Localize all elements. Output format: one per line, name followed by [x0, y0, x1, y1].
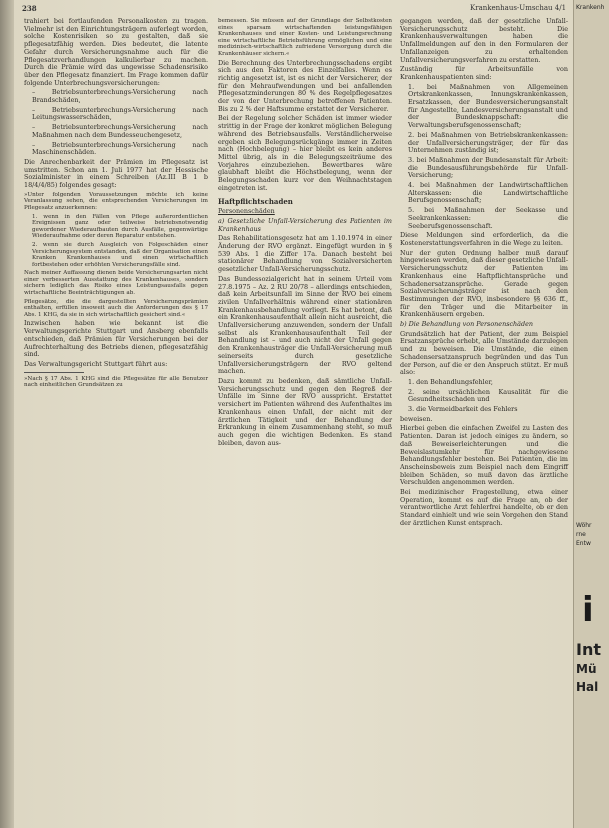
paragraph: Das Verwaltungsgericht Stuttgart führt aus: — [24, 359, 168, 368]
quote-list-item: 2. wenn sie durch Ausgleich von Folgeschäden einer Versicherungssystem entstanden, daß der Organisation einen Kranken Krankenhauses und einen wirtschaftlich fortbestehen oder erhöhten Versicherungsfälle sind. — [32, 241, 208, 268]
adjacent-page-edge — [573, 0, 609, 828]
list-item: 3. die Vermeidbarkeit des Fehlers — [408, 405, 518, 414]
paragraph: Das Rehabilitationsgesetz hat am 1.10.1974 in einer Änderung der RVO ergänzt. Eingefügt wurden in § 539 Abs. 1 die Ziffer 17a. Danach besteht bei stationärer Behandlung von Sozialversicherten gesetzlicher Unfall-Versicherungsschutz. — [218, 234, 392, 274]
subsection-heading: a) Gesetzliche Unfall-Versicherung des Patienten im Krankenhaus — [218, 216, 392, 233]
paragraph: Bei der Regelung solcher Schäden ist immer wieder strittig in der Frage der konkret möglichen Belegung während des Betriebsausfalls. Verständlicherweise ergeben sich Belegungsrückgänge immer in Zeiten nach (Hochbelegung) – hier bleibt es kein anderes Mittel übrig, als in die Belegungszeiträume des Vorjahres einzubeziehen. Bewertbares wäre glaubhaft bleibt die Höchstbelegung, wenn der Belegungsschaden kurz vor den Weihnachtstagen eingetreten ist. — [218, 114, 392, 192]
list-item: 3. bei Maßnahmen der Bundesanstalt für Arbeit: die Bundesausführungsbehörde für Unfall-Versicherung; — [408, 155, 568, 180]
subsection-heading: Personenschäden — [218, 207, 275, 216]
quote-paragraph: Nach meiner Auffassung dienen beide Versicherungsarten nicht einer verbesserten Ausstattung des Krankenhauses, sondern sichern lediglich das Risiko eines Leistungsausfalls gegen wirtschaftliche Beeinträchtigungen ab. — [24, 270, 208, 297]
list-item: 1. den Behandlungsfehler, — [408, 377, 493, 386]
column-2 — [218, 18, 392, 449]
paragraph: Dazu kommt zu bedenken, daß sämtliche Unfall-Versicherungsschutz und gegen den Regreß der Unfälle im Sinne der RVO ausspricht. Erstattet versichert im Patienten während des Aufenthaltes im Krankenhaus einen Unfall, der nicht mit der ärztlichen Tätigkeit und der Behandlung der Erkrankung in einem Zusammenhang steht, so muß auch gegen die wichtigen Bedenken. Es stand bleiben, davon aus- — [218, 376, 392, 447]
running-head: Krankenhaus-Umschau 4/1 — [470, 4, 567, 12]
binding-shadow — [0, 0, 14, 828]
list-item: 5. bei Maßnahmen der Seekasse und Seekrankenkassen: die Seeberufsgenossenschaft. — [408, 206, 568, 230]
quote-paragraph: Pflegesätze, die die dargestellten Versicherungsprämien enthalten, erfüllen insoweit auch die Anforderungen des § 17 Abs. 1 KHG, da sie in sich wirtschaftlich gesichert sind.« — [24, 298, 208, 318]
footnote-rule — [24, 372, 84, 373]
paragraph: trahiert bei fortlaufenden Personalkosten zu tragen. Vielmehr ist den Einrichtungsträgern auferlegt worden, solche Kostenrisiken so zu gestalten, daß sie pflegesatzfähig werden. Dies bedeutet, die latente Gefahr durch Versicherungsnahme auch für die Pflegesatzverhandlungen kalkulierbar zu machen. Durch die Prämie wird das ungewisse Schadensrisiko über den Pflegesatz finanziert. Im Frage kommen dafür folgende Unterbrechungsversicherungen: — [24, 17, 208, 87]
ad-text: Mü — [576, 662, 597, 676]
adjacent-text-fragment: Wöhr — [576, 522, 592, 529]
list-item: 2. seine ursächlichen Kausalität für die Gesundheitsschaden und — [408, 387, 568, 404]
quotation-block — [24, 192, 208, 319]
paragraph: Nur der guten Ordnung halber muß darauf hingewiesen werden, daß dieser gesetzliche Unfall-Versicherungsschutz der Patienten im Krankenhaus eine Haftpflichtansprüche und Schadenersatzansprüche. Gerade gegen Sozialversicherungsträger ist nach den Bestimmungen der RVO, insbesondere §§ 636 ff., für den Träger und die Mitarbeiter in Krankenhäusern ergeben. — [400, 248, 568, 319]
column-3 — [400, 18, 568, 530]
paragraph: Diese Meldungen sind erforderlich, da die Kostenerstattungsverfahren in die Wege zu leiten. — [400, 231, 568, 247]
paragraph: Grundsätzlich hat der Patient, der zum Beispiel Ersatzansprüche erhebt, alle Umstände darzulegen und zu beweisen. Die Umstände, die einen Schadensersatzanspruch begründen und das Tun der Person, auf die er den Anspruch stützt. Er muß also: — [400, 329, 568, 377]
list-item: 2. bei Maßnahmen von Betriebskrankenkassen: der Unfallversicherungsträger, der für das Unternehmen zuständig ist; — [408, 130, 568, 155]
ad-text: Hal — [576, 680, 599, 694]
paragraph: Das Bundessozialgericht hat in seinem Urteil vom 27.8.1975 – Az. 2 RU 20/78 – allerdings entschieden, daß kein Arbeitsunfall im Sinne der RVO bei einem zivilen Unfallverhältnis während einer stationären Krankenhausbehandlung vorliegt. Es hat betont, daß ein Krankenhausaufenthalt allein nicht ausreicht, die Unfallversicherung anzuwenden, sondern der Unfall selbst als Krankenhausaufenthalt Teil der Behandlung ist – und auch nicht der Unfall gegen den Krankenhausträger die Unfall-Versicherung muß seinerseits durch gesetzliche Unfallversicherungsträgern der RVO geltend machen. — [218, 274, 392, 376]
paragraph: Hierbei geben die einfachen Zweifel zu Lasten des Patienten. Daran ist jedoch einiges zu ändern, so daß Beweiserleichterungen und die Beweislastumkehr für nachgewiesene Behandlungsfehler bestehen. Bei Patienten, die im Anscheinsbeweis zum Beispiel nach dem Eingriff bleiben Schäden, so muß davon das ärztliche Verschulden angenommen werden. — [400, 424, 568, 487]
paragraph: Inzwischen haben wie bekannt ist die Verwaltungsgerichte Stuttgart und Ansberg ebenfalls entschieden, daß Prämien für Versicherungen bei der Aufrechterhaltung des Betriebs dienen, pflegesatzfähig sind. — [24, 319, 208, 359]
quote-continuation: bemessen. Sie müssen auf der Grundlage der Selbstkosten eines sparsam wirtschaftenden leistungsfähigen Krankenhauses und einer Kosten- und Leistungsrechnung eine wirtschaftliche Betriebsführung ermöglichen und eine medizinisch-wirtschaftlich zufriedene Versorgung durch die Krankenhäuser sichern.« — [218, 18, 392, 57]
paragraph: gegangen werden, daß der gesetzliche Unfall-Versicherungsschutz besteht. Die Krankenhausverwaltungen haben die Unfallmeldungen auf den in den Formularen der Unfallanzeigen zu erhaltenden Unfallversicherungsverfahren zu erstatten. — [400, 17, 568, 64]
subsection-heading: b) Die Behandlung von Personenschäden — [400, 320, 533, 329]
adjacent-running-head: Krankenh — [576, 4, 605, 11]
column-1 — [24, 18, 208, 391]
paragraph: Die Anrechenbarkeit der Prämien im Pflegesatz ist umstritten. Schon am 1. Juli 1977 hat der Hessische Sozialminister in einem Schreiben (Az.III B 1 b 18/4/4/85) folgendes gesagt: — [24, 157, 208, 190]
list-item: 4. bei Maßnahmen der Landwirtschaftlichen Alterskassen: die Landwirtschaftliche Berufsgenossenschaft; — [408, 181, 568, 205]
adjacent-text-fragment: Entw — [576, 540, 591, 547]
quote-paragraph: »Unter folgenden Voraussetzungen möchte ich keine Veranlassung sehen, die entsprechenden Versicherungen im Pflegesatz anzuerkennen: — [24, 191, 208, 211]
quote-list-item: 1. wenn in den Fällen von Pflege außerordentlichen Ereignissen ganz oder teilweise betriebsnotwendig gewordener Wiederaufbauten durch Ausfälle, gegenwärtige Wiederaufnahme oder deren Reparatur entstehen. — [32, 213, 208, 240]
list-item: – Betriebsunterbrechungs-Versicherung nach Brandschäden, — [32, 88, 208, 105]
list-item: – Betriebsunterbrechungs-Versicherung nach Maßnahmen nach dem Bundesseuchengesetz, — [32, 123, 208, 139]
paragraph: beweisen. — [400, 414, 433, 423]
ad-text: Int — [576, 640, 601, 659]
paragraph: Die Berechnung des Unterbrechungsschadens ergibt sich aus den Faktoren des Einzelfalles. Wenn es richtig angesetzt ist, ist es nicht der Versicherer, der für den Mehraufwendungen und bei anfallenden Pflegesatzminderungen 80 % des Regelpflegesatzes der von der Unterbrechung betroffenen Patienten. Bis zu 2 % der Haftsumme erstattet der Versicherer. — [218, 58, 392, 113]
list-item: – Betriebsunterbrechungs-Versicherung nach Leitungswasserschäden, — [32, 105, 208, 122]
paragraph: Zuständig für Arbeitsunfälle von Krankenhauspatienten sind: — [400, 65, 568, 81]
list-item: – Betriebsunterbrechungs-Versicherung nach Maschinenschäden. — [32, 140, 208, 157]
footnote: »Nach § 17 Abs. 1 KHG sind die Pflegesätze für alle Benutzer nach einheitlichen Grundsätzen zu — [24, 375, 208, 389]
section-heading: Haftpflichtschaden — [218, 196, 293, 206]
brand-logo-letter: i — [582, 590, 594, 630]
adjacent-text-fragment: rne — [576, 531, 586, 538]
list-item: 1. bei Maßnahmen von Allgemeinen Ortskrankenkassen, Innungskrankenkassen, Ersatzkassen, der Bundesversicherungsanstalt für Angestellte, Landesversicherungsanstalt und der Bundesknappschaft: die Verwaltungsberufsgenossenschaft; — [408, 82, 568, 130]
paragraph: Bei medizinischer Fragestellung, etwa einer Operation, kommt es auf die Frage an, ob der verantwortliche Arzt fehlerfrei handelte, ob er den Standard einhielt und wie sein Vorgehen den Stand der ärztlichen Kunst entsprach. — [400, 488, 568, 527]
page-number: 238 — [22, 4, 37, 13]
